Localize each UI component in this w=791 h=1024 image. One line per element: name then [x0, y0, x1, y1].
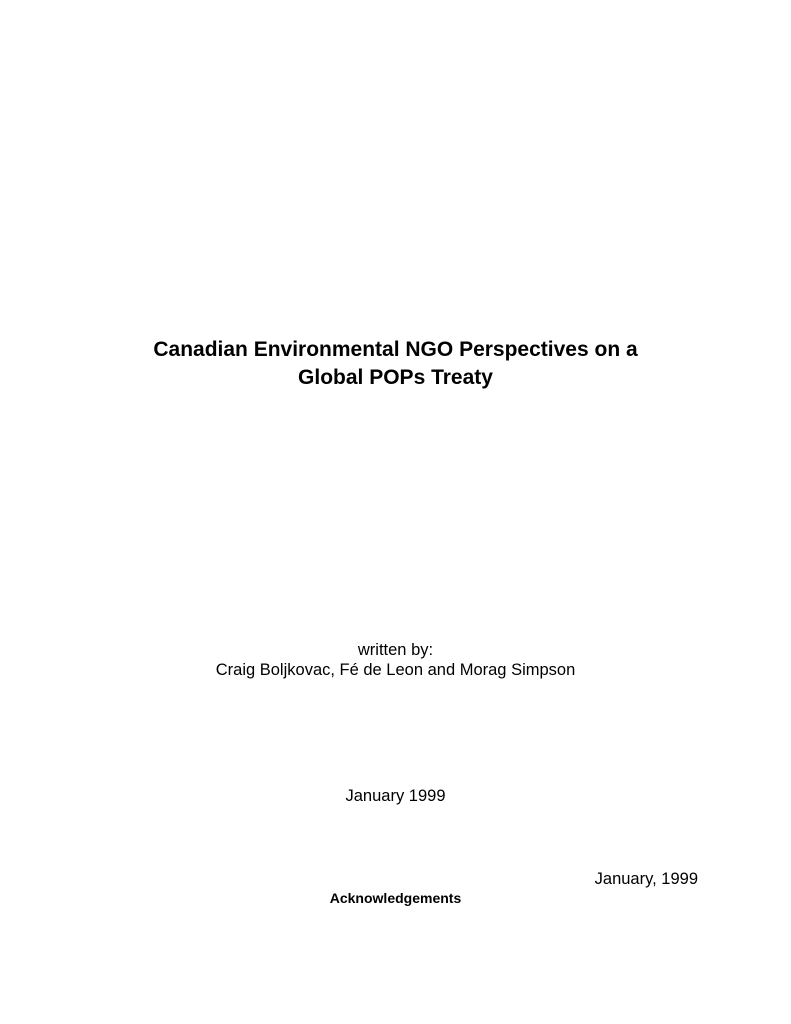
right-aligned-date: January, 1999: [594, 870, 698, 888]
title-line-1: Canadian Environmental NGO Perspectives on a: [153, 338, 638, 361]
written-by-label: written by:: [357, 641, 434, 659]
acknowledgements-heading: Acknowledgements: [329, 890, 462, 906]
document-title: [0, 336, 791, 392]
authors: Craig Boljkovac, Fé de Leon and Morag Simpson: [215, 661, 576, 679]
byline: [0, 640, 791, 680]
title-line-2: Global POPs Treaty: [298, 366, 493, 389]
publication-date: January 1999: [345, 787, 446, 805]
